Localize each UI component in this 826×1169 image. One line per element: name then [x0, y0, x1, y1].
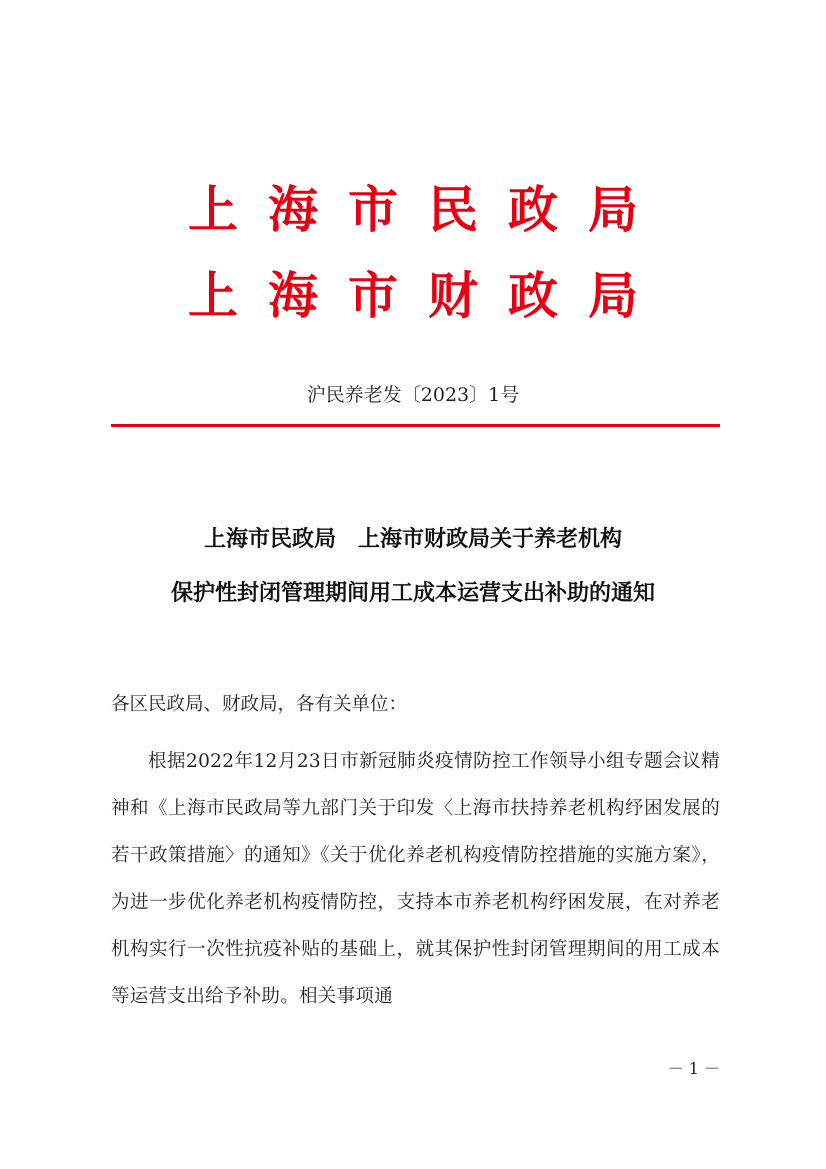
issuer-header-finance: 上海市财政局 — [188, 266, 668, 325]
document-title-line2: 保护性封闭管理期间用工成本运营支出补助的通知 — [170, 580, 655, 606]
document-number: 沪民养老发〔2023〕1号 — [306, 384, 520, 406]
page-number: － 1 － — [667, 1059, 720, 1078]
body-paragraph: 根据2022年12月23日市新冠肺炎疫情防控工作领导小组专题会议精神和《上海市民政局等九部门关于印发〈上海市扶持养老机构纾困发展的若干政策措施〉的通知》《关于优化养老机构疫情防控措施的实施方案》，为进一步优化养老机构疫情防控，支持本市养老机构纾困发展，在对养老机构实行一次性抗疫补贴的基础上，就其保护性封闭管理期间的用工成本等运营支出给予补助。相关事项通 — [111, 751, 720, 1007]
issuer-header-civil-affairs: 上海市民政局 — [188, 180, 668, 239]
document-title-line1: 上海市民政局 上海市财政局关于养老机构 — [203, 526, 622, 552]
red-divider-line — [111, 424, 720, 427]
salutation: 各区民政局、财政局，各有关单位： — [111, 694, 408, 715]
